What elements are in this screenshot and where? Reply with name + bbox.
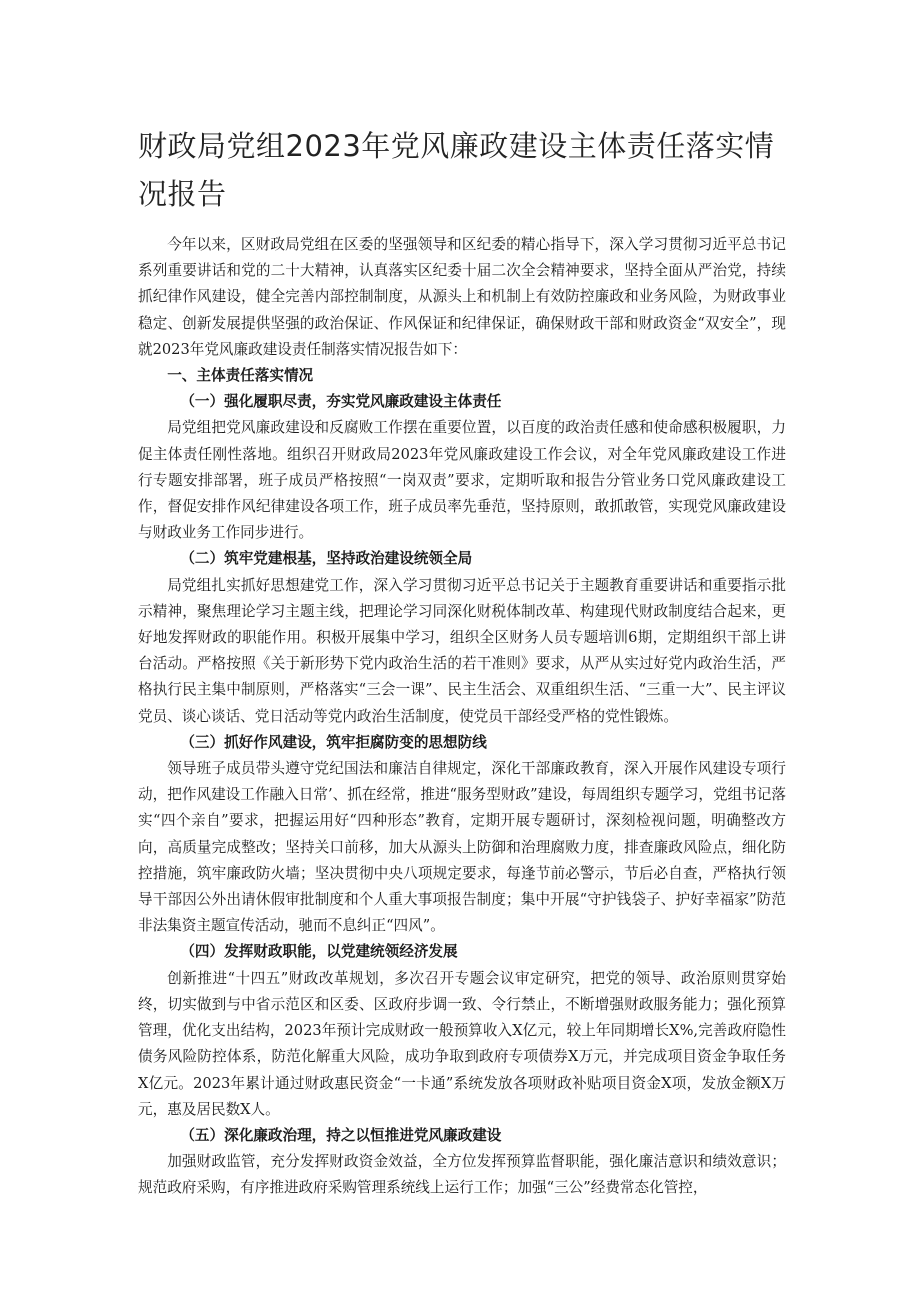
subsection-5-heading: （五）深化廉政治理，持之以恒推进党风廉政建设	[180, 1126, 502, 1144]
subsection-1-paragraph: 局党组把党风廉政建设和反腐败工作摆在重要位置，以百度的政治责任感和使命感积极履职，力促主体责任刚性落地。组织召开财政局2023年党风廉政建设工作会议，对全年党风廉政建设工作进行专题安排部署，班子成员严格按照“一岗双责”要求，定期听取和报告分管业务口党风廉政建设工作，督促安排作风纪律建设各项工作，班子成员率先垂范，坚持原则，敢抓敢管，实现党风廉政建设与财政业务工作同步进行。	[138, 419, 786, 542]
section-1-heading: 一、主体责任落实情况	[167, 367, 314, 385]
subsection-1-heading: （一）强化履职尽责，夯实党风廉政建设主体责任	[180, 393, 502, 411]
document-page	[138, 122, 786, 1202]
intro-paragraph: 今年以来，区财政局党组在区委的坚强领导和区纪委的精心指导下，深入学习贯彻习近平总书记系列重要讲话和党的二十大精神，认真落实区纪委十届二次全会精神要求，坚持全面从严治党，持续抓纪律作风建设，健全完善内部控制制度，从源头上和机制上有效防控廉政和业务风险，为财政事业稳定、创新发展提供坚强的政治保证、作风保证和纪律保证，确保财政干部和财政资金“双安全”，现就2023年党风廉政建设责任制落实情况报告如下：	[138, 236, 786, 358]
subsection-2-heading: （二）筑牢党建根基，坚持政治建设统领全局	[180, 550, 473, 568]
document-title: 财政局党组2023年党风廉政建设主体责任落实情况报告	[138, 129, 775, 211]
subsection-4-paragraph: 创新推进“十四五”财政改革规划，多次召开专题会议审定研究，把党的领导、政治原则贯穿始终，切实做到与中省示范区和区委、区政府步调一致、令行禁止，不断增强财政服务能力；强化预算管理，优化支出结构，2023年预计完成财政一般预算收入X亿元，较上年同期增长X%,完善政府隐性债务风险防控体系，防范化解重大风险，成功争取到政府专项债券X万元，并完成项目资金争取任务X亿元。2023年累计通过财政惠民资金“一卡通”系统发放各项财政补贴项目资金X项，发放金额X万元，惠及居民数X人。	[138, 969, 786, 1118]
subsection-2-paragraph: 局党组扎实抓好思想建党工作，深入学习贯彻习近平总书记关于主题教育重要讲话和重要指示批示精神，聚焦理论学习主题主线，把理论学习同深化财税体制改革、构建现代财政制度结合起来，更好地发挥财政的职能作用。积极开展集中学习，组织全区财务人员专题培训6期，定期组织干部上讲台活动。严格按照《关于新形势下党内政治生活的若干准则》要求，从严从实过好党内政治生活，严格执行民主集中制原则，严格落实“三会一课”、民主生活会、双重组织生活、“三重一大”、民主评议党员、谈心谈话、党日活动等党内政治生活制度，使党员干部经受严格的党性锻炼。	[138, 576, 786, 725]
subsection-3-paragraph: 领导班子成员带头遵守党纪国法和廉洁自律规定，深化干部廉政教育，深入开展作风建设专项行动，把作风建设工作融入日常’、抓在经常，推进“服务型财政”建设，每周组织专题学习，党组书记落实“四个亲自”要求，把握运用好“四种形态”教育，定期开展专题研讨，深刻检视问题，明确整改方向，高质量完成整改；坚持关口前移，加大从源头上防御和治理腐败力度，排查廉政风险点，细化防控措施，筑牢廉政防火墙；坚决贯彻中央八项规定要求，每逢节前必警示，节后必自查，严格执行领导干部因公外出请休假审批制度和个人重大事项报告制度；集中开展“守护钱袋子、护好幸福家”防范非法集资主题宣传活动，驰而不息纠正“四风”。	[138, 760, 786, 935]
subsection-4-heading: （四）发挥财政职能，以党建统领经济发展	[180, 943, 458, 961]
subsection-5-paragraph: 加强财政监管，充分发挥财政资金效益，全方位发挥预算监督职能，强化廉洁意识和绩效意识；规范政府采购，有序推进政府采购管理系统线上运行工作；加强“三公”经费常态化管控，	[138, 1153, 786, 1197]
subsection-3-heading: （三）抓好作风建设，筑牢拒腐防变的思想防线	[180, 733, 487, 751]
